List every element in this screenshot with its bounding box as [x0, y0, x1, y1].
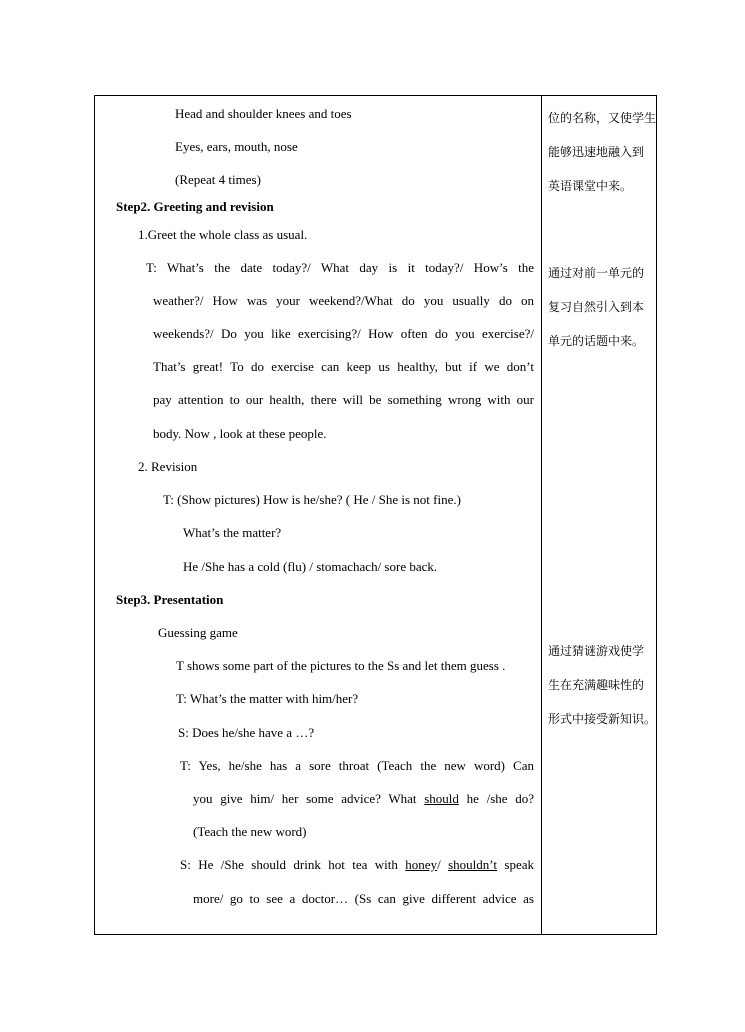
step3-heading: Step3. Presentation — [116, 592, 224, 607]
song-line-2: Eyes, ears, mouth, nose — [175, 139, 298, 154]
revision-item: 2. Revision — [138, 459, 198, 474]
guess-line-8: more/ go to see a doctor… (Ss can give different advice as — [193, 891, 534, 906]
guess-line-5: you give him/ her some advice? What should he /she do? — [193, 791, 534, 806]
note-1: 位的名称，又使学生 能够迅速地融入到 英语课堂中来。 — [548, 111, 657, 193]
guess-line-4: T: Yes, he/she has a sore throat (Teach the new word) Can — [180, 758, 534, 773]
guess-line-3: S: Does he/she have a …? — [178, 725, 315, 740]
should-underlined: should — [424, 791, 459, 806]
greet-item: 1.Greet the whole class as usual. — [138, 227, 308, 242]
note-3: 通过猜谜游戏使学 生在充满趣味性的 形式中接受新知识。 — [548, 644, 657, 726]
revision-line-1: T: (Show pictures) How is he/she? ( He / She is not fine.) — [163, 492, 461, 507]
note-2: 通过对前一单元的 复习自然引入到本 单元的话题中来。 — [548, 266, 645, 348]
column-divider — [541, 96, 542, 934]
teacher-line-2: weather?/ How was your weekend?/What do you usually do on — [153, 293, 534, 308]
song-line-3: (Repeat 4 times) — [175, 172, 261, 187]
song-line-1: Head and shoulder knees and toes — [175, 106, 352, 121]
teacher-line-6: body. Now , look at these people. — [153, 426, 327, 441]
guess-line-6: (Teach the new word) — [193, 824, 307, 839]
guessing-game-title: Guessing game — [158, 625, 238, 640]
guess-line-2: T: What’s the matter with him/her? — [176, 691, 359, 706]
teacher-line-3: weekends?/ Do you like exercising?/ How often do you exercise?/ — [153, 326, 534, 341]
guess-line-7: S: He /She should drink hot tea with honey/ shouldn’t speak — [180, 857, 534, 872]
guess-line-1: T shows some part of the pictures to the Ss and let them guess . — [176, 658, 506, 673]
revision-line-2: What’s the matter? — [183, 525, 282, 540]
step2-heading: Step2. Greeting and revision — [116, 199, 274, 214]
honey-underlined: honey — [405, 857, 438, 872]
teacher-line-4: That’s great! To do exercise can keep us healthy, but if we don’t — [153, 359, 534, 374]
teacher-line-1: T: What’s the date today?/ What day is it today?/ How’s the — [146, 260, 534, 275]
lesson-plan-table — [94, 95, 657, 935]
teacher-line-5: pay attention to our health, there will be something wrong with our — [153, 392, 534, 407]
shouldnt-underlined: shouldn’t — [448, 857, 497, 872]
revision-line-3: He /She has a cold (flu) / stomachach/ sore back. — [183, 559, 438, 574]
